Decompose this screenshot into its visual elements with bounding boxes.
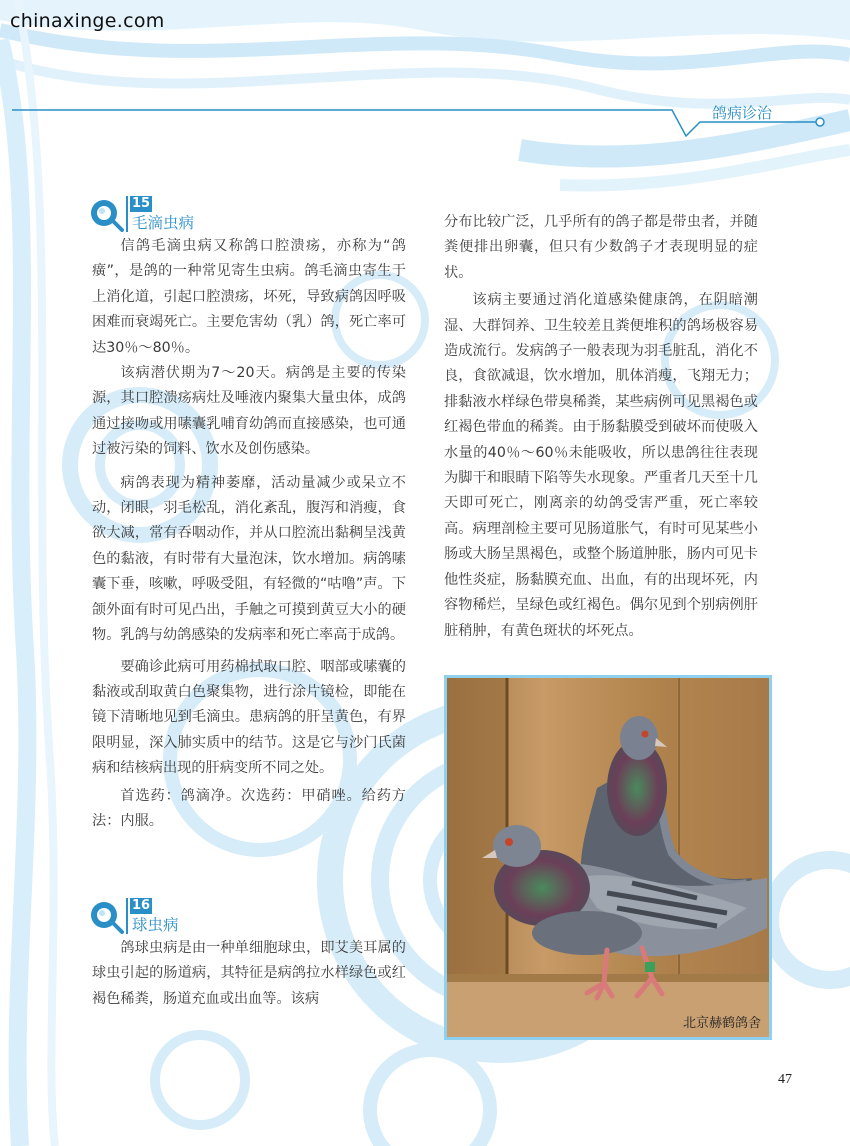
left-column-s16	[92, 936, 406, 1012]
section-title: 毛滴虫病	[132, 214, 195, 232]
photo-credit: 北京赫鹤鸽舍	[682, 1016, 761, 1031]
section-16-heading	[88, 898, 228, 938]
magnifier-icon	[88, 900, 124, 934]
pigeon-photo	[444, 675, 772, 1040]
section-number: 15	[131, 196, 151, 211]
section-number: 16	[131, 898, 151, 913]
page-number: 47	[778, 1072, 792, 1087]
paragraph: 该病主要通过消化道感染健康鸽，在阴暗潮湿、大群饲养、卫生较差且粪便堆积的鸽场极容易造成流行。发病鸽子一般表现为羽毛脏乱，消化不良，食欲减退，饮水增加，肌体消瘦，飞翔无力；排黏液水样绿色带臭稀粪，某些病例可见黑褐色或红褐色带血的稀粪。由于肠黏膜受到破坏而使吸入水量的40％～60％未能吸收，所以患鸽往往表现为脚干和眼睛下陷等失水现象。严重者几天至十几天即可死亡，刚离亲的幼鸽受害严重，死亡率较高。病理剖检主要可见肠道胀气，有时可见某些小肠或大肠呈黑褐色，或整个肠道肿胀，肠内可见卡他性炎症，肠黏膜充血、出血，有的出现坏死，内容物稀烂，呈绿色或红褐色。偶尔见到个别病例肝脏稍肿，有黄色斑状的坏死点。	[444, 292, 758, 639]
left-column-s15	[92, 234, 406, 834]
paragraph: 信鸽毛滴虫病又称鸽口腔溃疡，亦称为“鸽癀”，是鸽的一种常见寄生虫病。鸽毛滴虫寄生于上消化道，引起口腔溃疡，坏死，导致病鸽因呼吸困难而衰竭死亡。主要危害幼（乳）鸽，死亡率可达30％～80％。	[92, 238, 406, 356]
paragraph: 病鸽表现为精神萎靡，活动量减少或呆立不动，闭眼，羽毛松乱，消化紊乱，腹泻和消瘦，食欲大减，常有吞咽动作，并从口腔流出黏稠呈浅黄色的黏液，有时带有大量泡沫，饮水增加。病鸽嗉囊下垂，咳嗽，呼吸受阻，有轻微的“咕噜”声。下颌外面有时可见凸出，手触之可摸到黄豆大小的硬物。乳鸽与幼鸽感染的发病率和死亡率高于成鸽。	[92, 474, 406, 644]
section-divider	[126, 898, 128, 934]
paragraph: 要确诊此病可用药棉拭取口腔、咽部或嗉囊的黏液或刮取黄白色聚集物，进行涂片镜检，即能在镜下清晰地见到毛滴虫。患病鸽的肝呈黄色，有界限明显，深入肺实质中的结节。这是它与沙门氏菌病和结核病出现的肝病变所不同之处。	[92, 658, 406, 777]
site-watermark: chinaxinge.com	[10, 10, 165, 32]
paragraph: 分布比较广泛，几乎所有的鸽子都是带虫者，并随粪便排出卵囊，但只有少数鸽子才表现明显的症状。	[444, 214, 758, 281]
paragraph: 该病潜伏期为7～20天。病鸽是主要的传染源，其口腔溃疡病灶及唾液内聚集大量虫体，成鸽通过接吻或用嗉囊乳哺育幼鸽而直接感染，也可通过被污染的饲料、饮水及创伤感染。	[92, 365, 406, 458]
section-title: 球虫病	[132, 916, 179, 934]
section-tag: 鸽病诊治	[712, 104, 773, 122]
paragraph: 鸽球虫病是由一种单细胞球虫，即艾美耳属的球虫引起的肠道病，其特征是病鸽拉水样绿色或红褐色稀粪，肠道充血或出血等。该病	[92, 940, 406, 1007]
magnifier-icon	[88, 198, 124, 232]
paragraph: 首选药：鸽滴净。次选药：甲硝唑。给药方法：内服。	[92, 787, 406, 829]
section-15-heading	[88, 196, 228, 236]
right-column	[444, 210, 758, 644]
section-divider	[126, 196, 128, 232]
pigeons-illustration	[447, 678, 769, 1037]
